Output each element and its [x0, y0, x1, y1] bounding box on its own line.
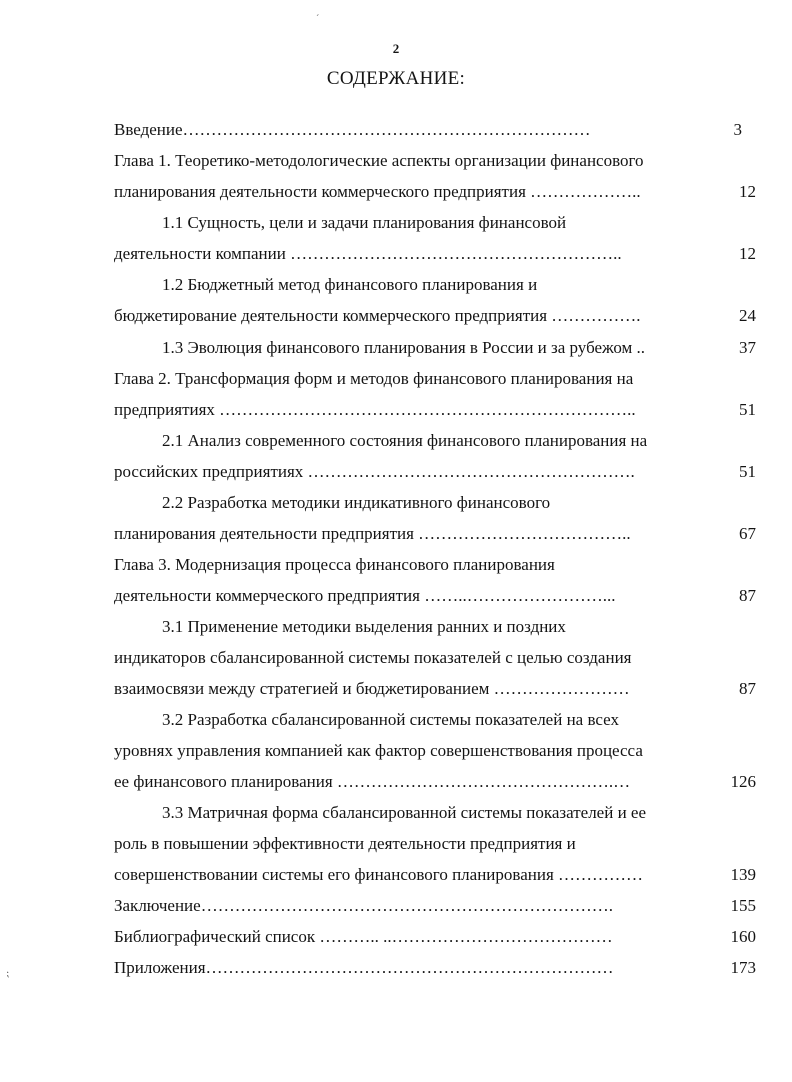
scan-speck: ´: [316, 14, 320, 25]
toc-page-number: 155: [730, 896, 756, 915]
toc-page-number: 160: [730, 927, 756, 946]
toc-page-number: 51: [739, 462, 756, 481]
toc-line: планирования деятельности предприятия ………………………………..: [114, 524, 631, 543]
toc-line: 2.1 Анализ современного состояния финансового планирования на: [162, 431, 648, 450]
toc-page-number: 12: [739, 182, 756, 201]
toc-line: 1.1 Сущность, цели и задачи планирования финансовой: [162, 213, 567, 232]
toc-line: роль в повышении эффективности деятельности предприятия и: [114, 834, 576, 853]
toc-page-number: 3: [733, 120, 742, 139]
toc-line: Глава 1. Теоретико-методологические аспекты организации финансового: [114, 151, 644, 170]
toc-line: 2.2 Разработка методики индикативного финансового: [162, 493, 551, 512]
toc-line: бюджетирование деятельности коммерческого предприятия …………….: [114, 306, 641, 325]
toc-line: Библиографический список ……….. ..…………………………………: [114, 927, 613, 946]
toc-page-number: 24: [739, 306, 756, 325]
toc-page-number: 139: [730, 865, 756, 884]
toc-line: совершенствовании системы его финансового планирования ……………: [114, 865, 644, 884]
scan-speck: ⁏: [6, 968, 10, 979]
page-title: СОДЕРЖАНИЕ:: [326, 68, 466, 89]
toc-page-number: 12: [739, 244, 756, 263]
toc-line: Приложения………………………………………………………………: [114, 958, 614, 977]
toc-page-number: 173: [730, 958, 756, 977]
toc-line: 1.3 Эволюция финансового планирования в России и за рубежом ..: [162, 338, 646, 357]
toc-page-number: 126: [730, 772, 756, 791]
toc-line: взаимосвязи между стратегией и бюджетированием ……………………: [114, 679, 630, 698]
toc-line: уровнях управления компанией как фактор совершенствования процесса: [114, 741, 643, 760]
toc-page-number: 67: [739, 524, 756, 543]
toc-line: деятельности коммерческого предприятия ……..……………………...: [114, 586, 616, 605]
toc-line: индикаторов сбалансированной системы показателей с целью создания: [114, 648, 632, 667]
toc-line: Глава 3. Модернизация процесса финансового планирования: [114, 555, 555, 574]
toc-line: планирования деятельности коммерческого предприятия ………………..: [114, 182, 641, 201]
toc-line: Глава 2. Трансформация форм и методов финансового планирования на: [114, 369, 634, 388]
toc-line: 3.3 Матричная форма сбалансированной системы показателей и ее: [162, 803, 647, 822]
toc-line: 3.2 Разработка сбалансированной системы показателей на всех: [162, 710, 619, 729]
toc-line: деятельности компании …………………………………………………..: [114, 244, 622, 263]
toc-line: 1.2 Бюджетный метод финансового планирования и: [162, 275, 538, 294]
toc-page-number: 51: [739, 400, 756, 419]
toc-line: Введение………………………………………………………………: [114, 120, 591, 139]
toc-page-number: 37: [739, 338, 756, 357]
toc-line: российских предприятиях ………………………………………………….: [114, 462, 635, 481]
toc-line: ее финансового планирования ………………………………………….…: [114, 772, 631, 791]
toc-line: предприятиях ………………………………………………………………..: [114, 400, 636, 419]
toc-page-number: 87: [739, 679, 756, 698]
page-number: 2: [392, 41, 400, 56]
toc-line: Заключение……………………………………………………………….: [114, 896, 613, 915]
toc-page-number: 87: [739, 586, 756, 605]
toc-line: 3.1 Применение методики выделения ранних и поздних: [162, 617, 566, 636]
